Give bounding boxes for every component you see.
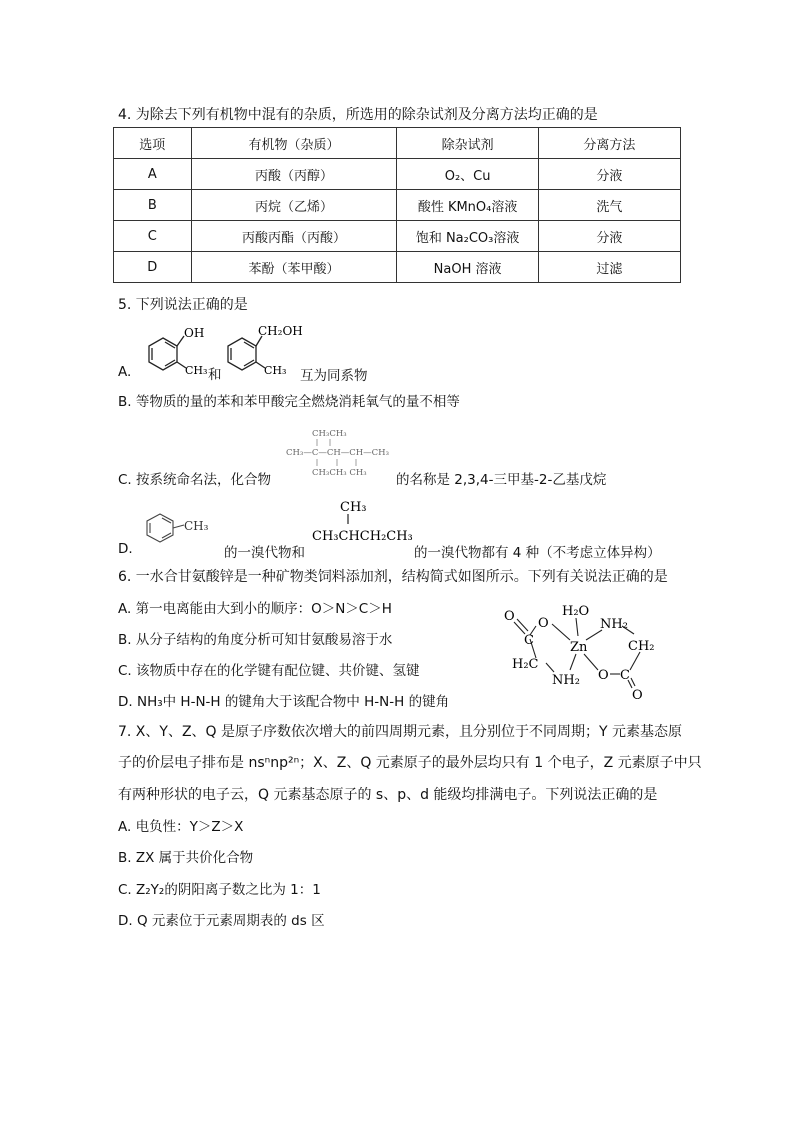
ch3-label: CH₃ xyxy=(264,364,287,377)
oh-label: OH xyxy=(184,326,205,340)
q4-table xyxy=(113,127,681,283)
q7-option-a: A. 电负性：Y＞Z＞X xyxy=(118,819,244,835)
table-cell: 过滤 xyxy=(538,252,680,283)
atom-label: O xyxy=(538,616,549,631)
atom-label: C xyxy=(620,668,630,683)
table-row xyxy=(114,221,681,252)
q4-stem: 4. 为除去下列有机物中混有的杂质，所选用的除杂试剂及分离方法均正确的是 xyxy=(118,107,598,123)
table-cell: O₂、Cu xyxy=(397,159,538,190)
header-cell: 除杂试剂 xyxy=(397,128,538,159)
header-cell: 有机物（杂质） xyxy=(191,128,397,159)
table-cell: 分液 xyxy=(538,159,680,190)
q5-option-b: B. 等物质的量的苯和苯甲酸完全燃烧消耗氧气的量不相等 xyxy=(118,394,460,410)
q5-option-c-post: 的名称是 2,3,4-三甲基-2-乙基戊烷 xyxy=(396,472,607,488)
q5-option-c-pre: C. 按系统命名法，化合物 xyxy=(118,472,272,488)
table-row xyxy=(114,159,681,190)
c-struct-mid: CH₃—C—CH—CH—CH₃ xyxy=(286,448,389,458)
atom-label: O xyxy=(598,668,609,683)
table-cell: 洗气 xyxy=(538,190,680,221)
benzene-ring xyxy=(228,336,265,370)
atom-label: NH₂ xyxy=(552,673,580,688)
2-methylbutane-structure xyxy=(310,498,416,546)
table-cell: 饱和 Na₂CO₃溶液 xyxy=(397,221,538,252)
table-header-row xyxy=(114,128,681,159)
q6-option-d: D. NH₃中 H-N-H 的键角大于该配合物中 H-N-H 的键角 xyxy=(118,694,450,710)
table-cell: 丙酸丙酯（丙酸） xyxy=(191,221,397,252)
q7-option-b: B. ZX 属于共价化合物 xyxy=(118,850,254,866)
atom-label: C xyxy=(524,633,534,648)
ch3-label: CH₃ xyxy=(185,364,208,377)
atom-label: O xyxy=(504,609,515,624)
q7-stem-line3: 有两种形状的电子云，Q 元素基态原子的 s、p、d 能级均排满电子。下列说法正确的是 xyxy=(118,787,658,803)
table-cell: 酸性 KMnO₄溶液 xyxy=(397,190,538,221)
q5-option-a-label: A. xyxy=(118,364,132,380)
ch2oh-label: CH₂OH xyxy=(258,324,303,338)
c-struct-top: CH₃CH₃ xyxy=(312,429,347,439)
table-cell: 苯酚（苯甲酸） xyxy=(191,252,397,283)
q6-option-b: B. 从分子结构的角度分析可知甘氨酸易溶于水 xyxy=(118,632,393,648)
q7-option-c: C. Z₂Y₂的阴阳离子数之比为 1：1 xyxy=(118,882,321,898)
d-chain-label: CH₃CHCH₂CH₃ xyxy=(312,529,413,544)
q7-stem-line1: 7. X、Y、Z、Q 是原子序数依次增大的前四周期元素，且分别位于不同周期；Y 元素基态原 xyxy=(118,724,683,740)
q5-option-a-tail: 互为同系物 xyxy=(300,368,368,384)
table-cell: B xyxy=(114,190,192,221)
q6-option-a: A. 第一电离能由大到小的顺序：O＞N＞C＞H xyxy=(118,601,392,617)
table-row xyxy=(114,190,681,221)
atom-label: H₂O xyxy=(562,604,590,619)
q5-a-structures xyxy=(138,318,318,380)
table-cell: 丙烷（乙烯） xyxy=(191,190,397,221)
zn-label: Zn xyxy=(570,640,588,655)
q5-option-d-post: 的一溴代物都有 4 种（不考虑立体异构） xyxy=(414,545,661,561)
c-struct-bot: CH₃CH₃ CH₃ xyxy=(312,468,367,478)
table-cell: 丙酸（丙醇） xyxy=(191,159,397,190)
q6-option-c: C. 该物质中存在的化学键有配位键、共价键、氢键 xyxy=(118,663,420,679)
atom-label: O xyxy=(632,688,643,703)
table-cell: A xyxy=(114,159,192,190)
table-cell: D xyxy=(114,252,192,283)
q7-option-d: D. Q 元素位于元素周期表的 ds 区 xyxy=(118,913,325,929)
d-ch3-label: CH₃ xyxy=(340,500,367,515)
atom-label: H₂C xyxy=(512,657,539,672)
q5-option-d-label: D. xyxy=(118,541,133,557)
q5-option-d-mid: 的一溴代物和 xyxy=(224,545,305,561)
toluene-structure xyxy=(140,508,220,548)
zinc-glycinate-structure xyxy=(500,598,670,704)
q5-option-a-he: 和 xyxy=(208,367,222,383)
table-row xyxy=(114,252,681,283)
table-cell: C xyxy=(114,221,192,252)
q5-stem: 5. 下列说法正确的是 xyxy=(118,297,248,313)
toluene-ch3-label: CH₃ xyxy=(184,519,209,533)
table-cell: NaOH 溶液 xyxy=(397,252,538,283)
atom-label: CH₂ xyxy=(628,639,655,654)
q6-stem: 6. 一水合甘氨酸锌是一种矿物类饲料添加剂，结构简式如图所示。下列有关说法正确的是 xyxy=(118,569,668,585)
benzene-ring xyxy=(149,336,186,370)
q5-c-structure xyxy=(282,424,390,482)
header-cell: 选项 xyxy=(114,128,192,159)
atom-label: NH₂ xyxy=(600,617,628,632)
header-cell: 分离方法 xyxy=(538,128,680,159)
q7-stem-line2: 子的价层电子排布是 nsⁿnp²ⁿ；X、Z、Q 元素原子的最外层均只有 1 个电子，Z 元素原子中只 xyxy=(118,755,702,771)
table-cell: 分液 xyxy=(538,221,680,252)
